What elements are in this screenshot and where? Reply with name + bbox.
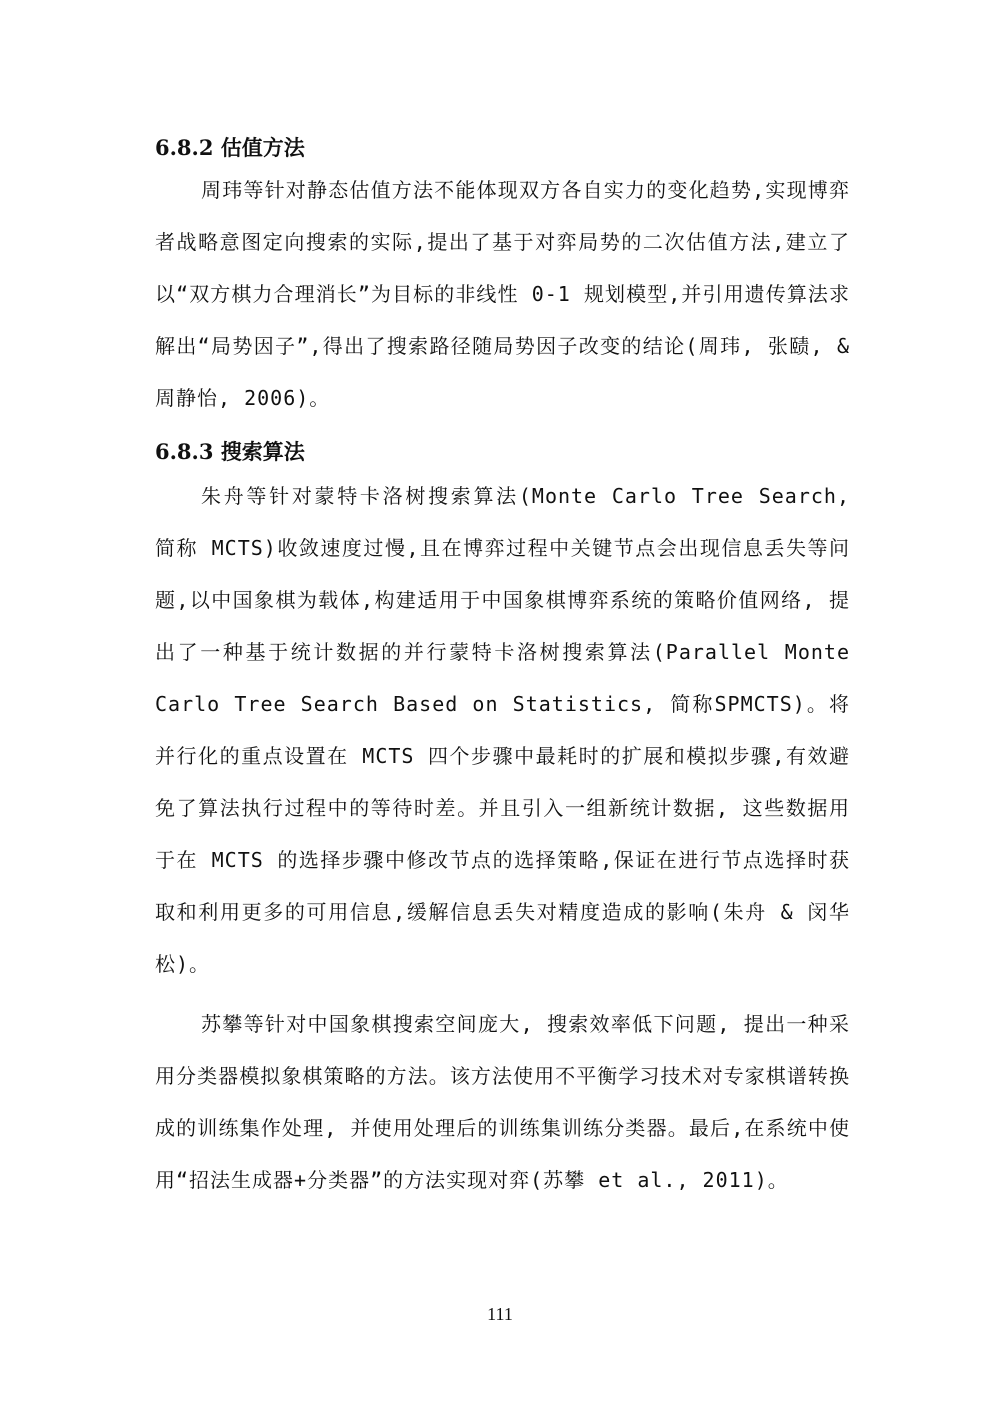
page-number: 111 [487,1304,513,1324]
paragraph-search-algorithm-spmcts: 朱舟等针对蒙特卡洛树搜索算法(Monte Carlo Tree Search, 简称 MCTS)收敛速度过慢,且在博弈过程中关键节点会出现信息丢失等问题,以中国象棋为载体,构建适用于中国象棋博弈系统的策略价值网络, 提出了一种基于统计数据的并行蒙特卡洛树搜索算法(Parallel Monte Carlo Tree Search Based on Statistics, 简称SPMCTS)。将并行化的重点设置在 MCTS 四个步骤中最耗时的扩展和模拟步骤,有效避免了算法执行过程中的等待时差。并且引入一组新统计数据, 这些数据用于在 MCTS 的选择步骤中修改节点的选择策略,保证在进行节点选择时获取和利用更多的可用信息,缓解信息丢失对精度造成的影响(朱舟 & 闵华松)。 [155,484,850,976]
paragraph-valuation-method: 周玮等针对静态估值方法不能体现双方各自实力的变化趋势,实现博弈者战略意图定向搜索的实际,提出了基于对弈局势的二次估值方法,建立了以“双方棋力合理消长”为目标的非线性 0-1 规划模型,并引用遗传算法求解出“局势因子”,得出了搜索路径随局势因子改变的结论(周玮, 张赜, & 周静怡, 2006)。 [155,178,850,410]
paragraph-search-algorithm-classifier: 苏攀等针对中国象棋搜索空间庞大, 搜索效率低下问题, 提出一种采用分类器模拟象棋策略的方法。该方法使用不平衡学习技术对专家棋谱转换成的训练集作处理, 并使用处理后的训练集训练分类器。最后,在系统中使用“招法生成器+分类器”的方法实现对弈(苏攀 et al., 2011)。 [155,1012,850,1192]
section-heading-6-8-3: 6.8.3 搜索算法 [155,439,305,464]
section-heading-6-8-2: 6.8.2 估值方法 [155,135,305,160]
